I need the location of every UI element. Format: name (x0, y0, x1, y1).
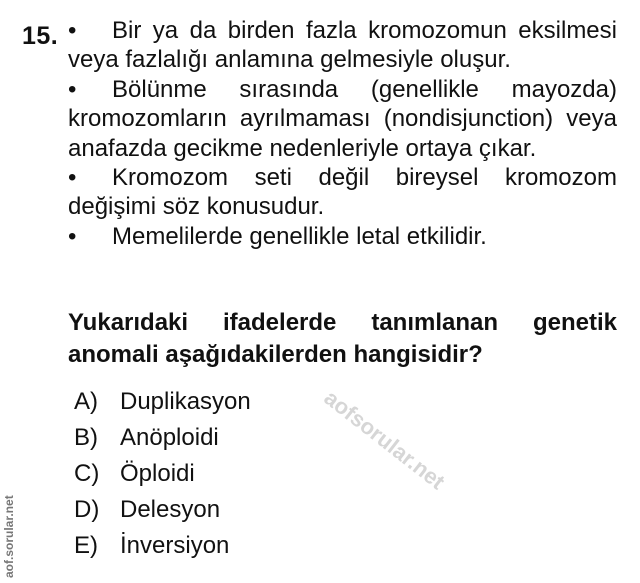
question-prompt: Yukarıdaki ifadelerde tanımlanan genetik anomali aşağıdakilerden hangisidir? (68, 309, 617, 368)
option-d[interactable] (74, 492, 251, 528)
option-text: Duplikasyon (120, 388, 251, 415)
option-text: İnversiyon (120, 532, 230, 559)
question-number: 15. (22, 22, 59, 50)
option-letter: B) (74, 424, 98, 451)
bullet-icon: • (68, 164, 77, 192)
statement (68, 222, 617, 251)
statement (68, 16, 617, 75)
watermark: aofsorular.net (319, 385, 450, 495)
bullet-icon: • (68, 17, 77, 44)
option-a[interactable] (74, 384, 251, 420)
statement-text: Bir ya da birden fazla kromozomun eksilmesi veya fazlalığı anlamına gelmesiyle oluşur. (68, 17, 617, 74)
option-text: Öploidi (120, 460, 195, 487)
option-e[interactable] (74, 528, 251, 564)
statement-text: Memelilerde genellikle letal etkilidir. (112, 222, 487, 250)
side-watermark: aof.sorular.net (2, 495, 16, 578)
option-letter: C) (74, 460, 100, 487)
option-text: Delesyon (120, 496, 221, 523)
option-letter: D) (74, 496, 100, 523)
statement-text: Kromozom seti değil bireysel kromozom değişimi söz konusudur. (68, 164, 617, 221)
option-letter: A) (74, 388, 98, 415)
statement (68, 163, 617, 222)
option-c[interactable] (74, 456, 251, 492)
statement (68, 75, 617, 163)
bullet-icon: • (68, 75, 77, 103)
statement-text: Bölünme sırasında (genellikle mayozda) kromozomların ayrılmaması (nondisjunction) veya anafazda gecikme nedenleriyle ortaya çıkar. (68, 75, 617, 162)
question-statements (68, 16, 617, 251)
option-letter: E) (74, 532, 98, 559)
answer-options (74, 384, 251, 564)
option-text: Anöploidi (120, 424, 219, 451)
option-b[interactable] (74, 420, 251, 456)
bullet-icon: • (68, 222, 77, 250)
